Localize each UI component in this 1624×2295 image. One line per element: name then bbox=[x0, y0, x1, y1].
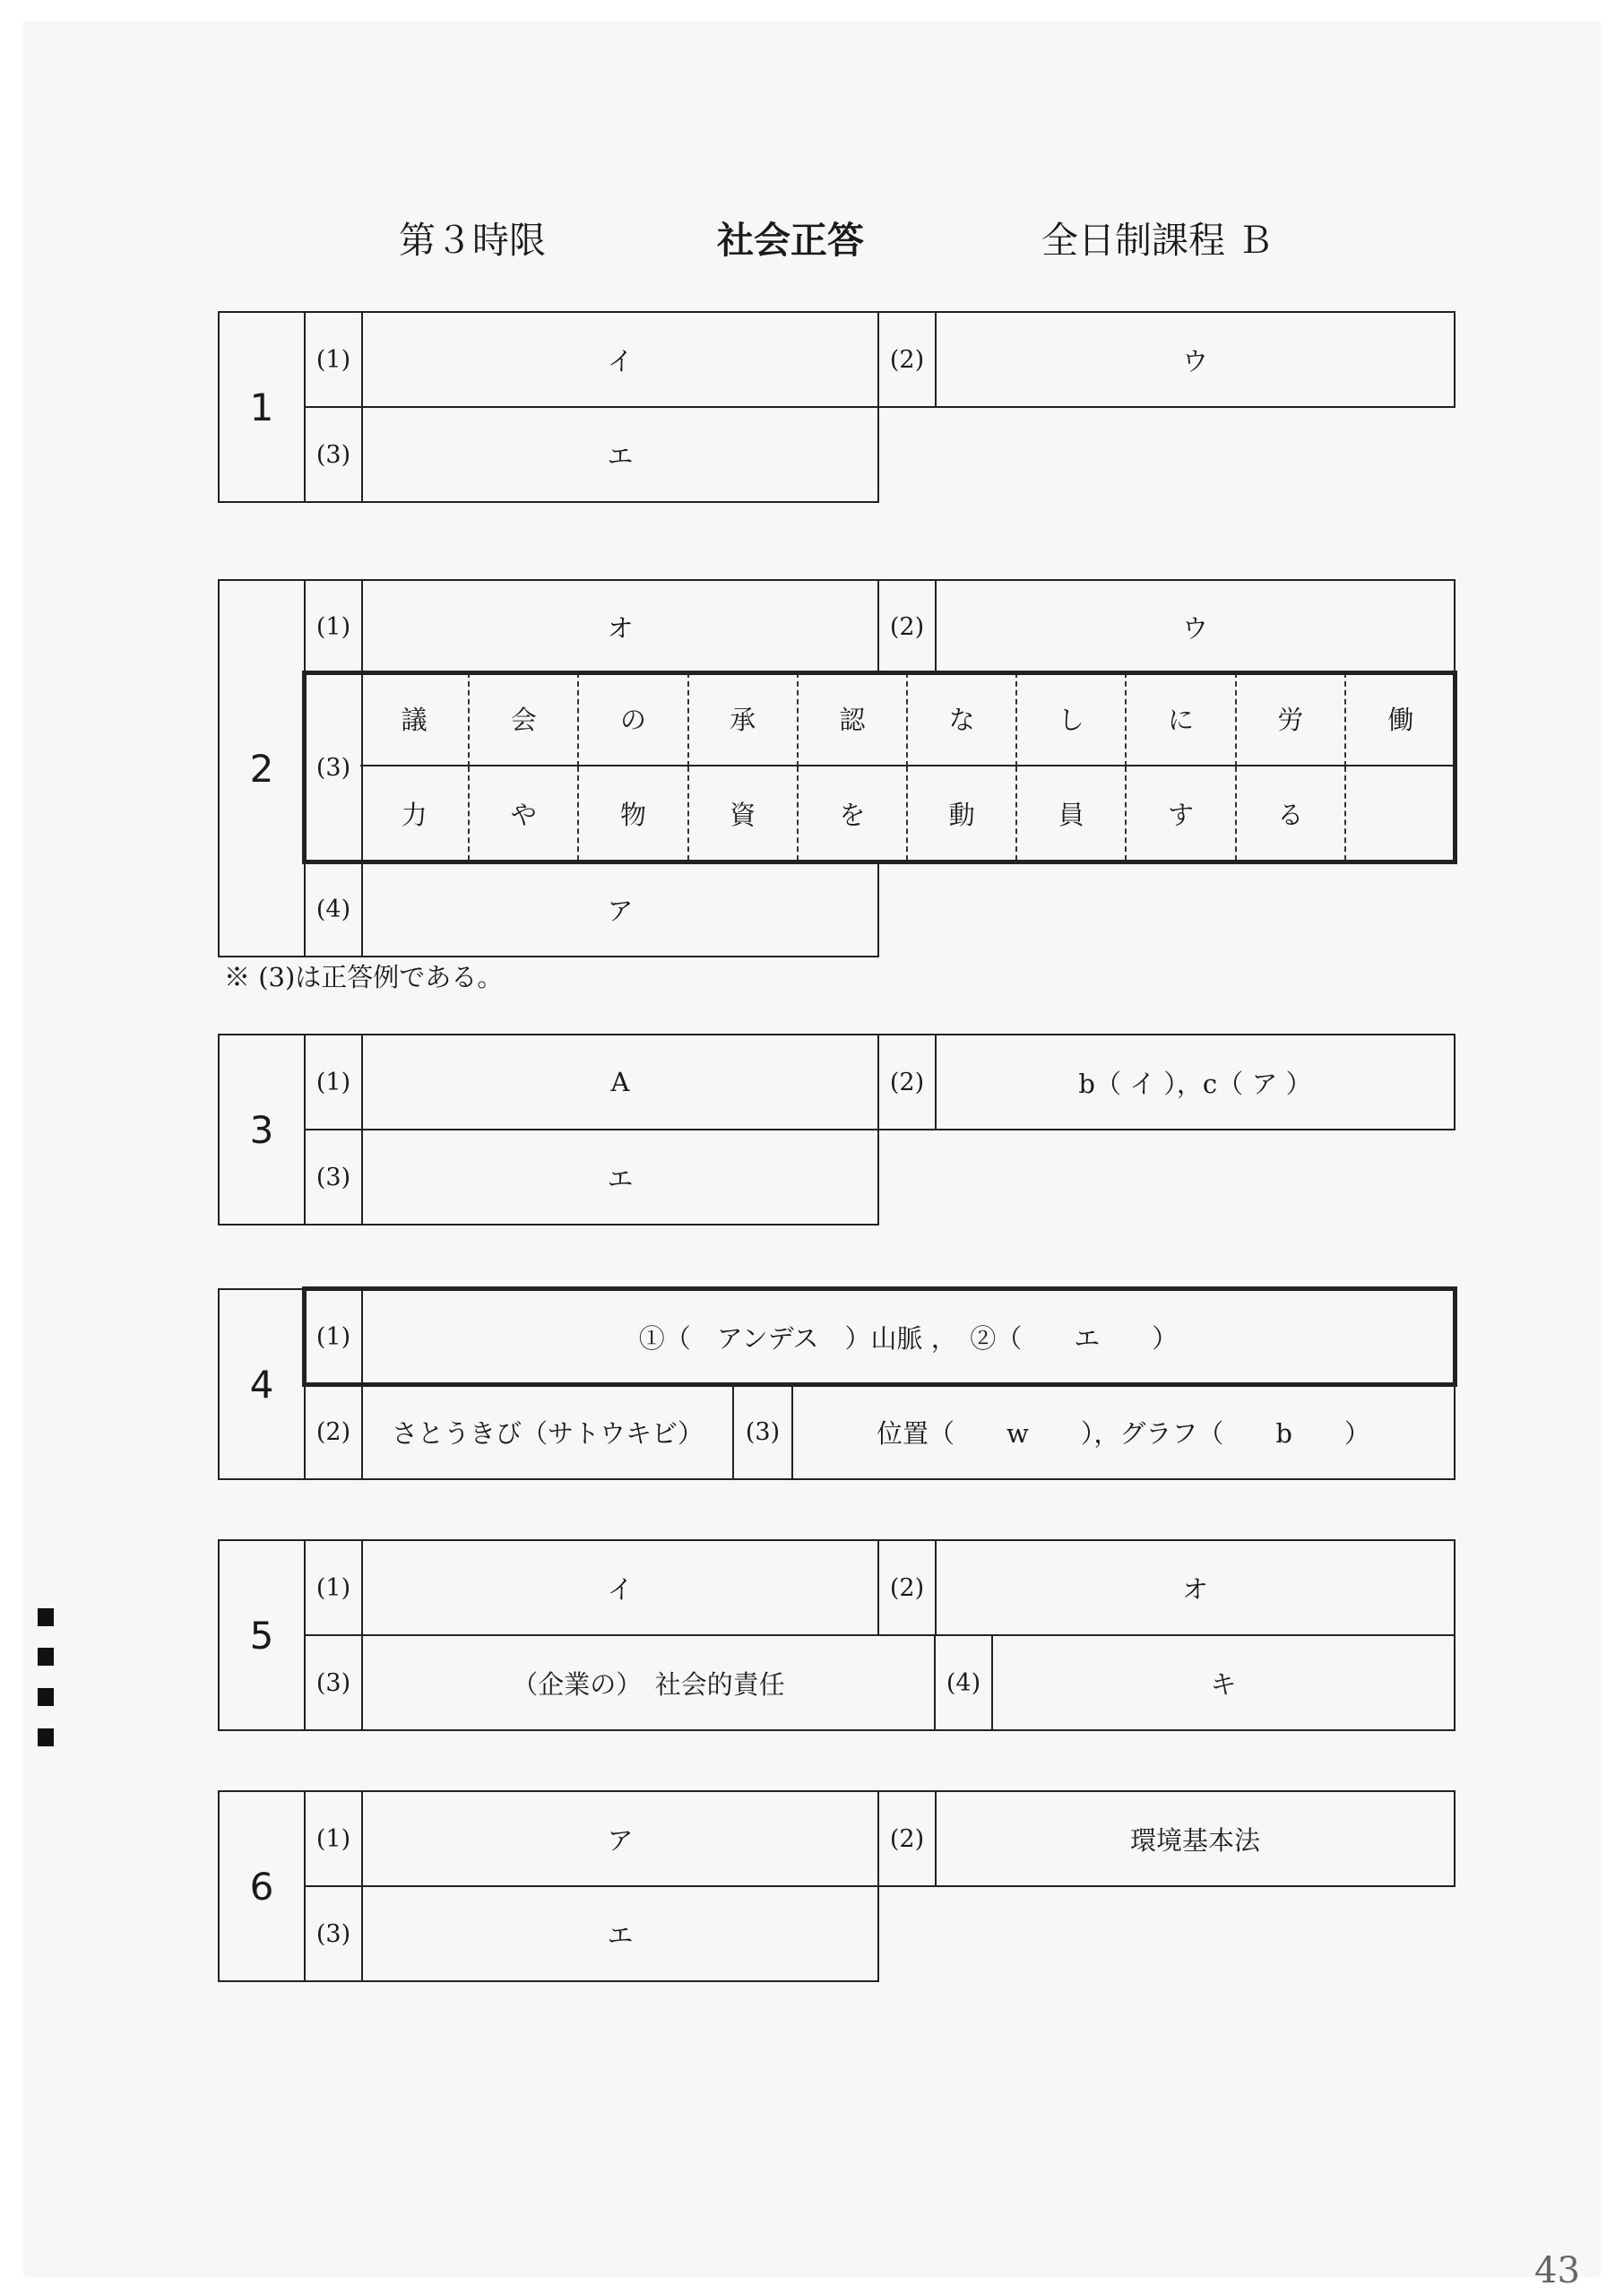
note-text: ※ (3)は正答例である。 bbox=[224, 962, 504, 992]
part-label: (1) bbox=[304, 579, 363, 674]
grid-cell: 働 bbox=[1346, 672, 1456, 766]
grid-cell: の bbox=[579, 672, 688, 766]
question-number: 3 bbox=[218, 1034, 306, 1225]
grid-cell: 会 bbox=[470, 672, 579, 766]
answer-grid bbox=[360, 672, 1456, 861]
grid-cell: 労 bbox=[1237, 672, 1346, 766]
answer-cell: 位置（ w ），グラフ（ b ） bbox=[791, 1383, 1456, 1480]
question-number: 2 bbox=[218, 579, 306, 957]
answer-cell: 環境基本法 bbox=[935, 1790, 1456, 1887]
answer-cell: さとうきび（サトウキビ） bbox=[361, 1383, 734, 1480]
part-label: (2) bbox=[877, 1034, 937, 1130]
grid-cell: 力 bbox=[360, 766, 470, 861]
answer-cell: ウ bbox=[935, 311, 1456, 408]
part-label: (2) bbox=[304, 1383, 363, 1480]
grid-cell: し bbox=[1017, 672, 1127, 766]
header-subject: 社会正答 bbox=[717, 219, 864, 262]
part-label: (4) bbox=[304, 861, 363, 957]
answer-cell: オ bbox=[935, 1539, 1456, 1636]
part-label: (3) bbox=[304, 672, 363, 862]
grid-cell: 資 bbox=[689, 766, 799, 861]
grid-cell: 動 bbox=[908, 766, 1017, 861]
answer-cell: A bbox=[361, 1034, 879, 1130]
grid-cell: 承 bbox=[689, 672, 799, 766]
part-label: (3) bbox=[304, 1885, 363, 1982]
part-label: (1) bbox=[304, 1034, 363, 1130]
part-label: (3) bbox=[304, 1634, 363, 1731]
answer-cell: オ bbox=[361, 579, 879, 674]
answer-cell: キ bbox=[991, 1634, 1456, 1731]
margin-mark bbox=[38, 1608, 54, 1626]
margin-mark bbox=[38, 1688, 54, 1706]
part-label: (3) bbox=[304, 406, 363, 503]
question-number: 1 bbox=[218, 311, 306, 503]
answer-cell: エ bbox=[361, 1129, 879, 1225]
answer-cell: ウ bbox=[935, 579, 1456, 674]
answer-cell: （企業の） 社会的責任 bbox=[361, 1634, 936, 1731]
part-label: (3) bbox=[304, 1129, 363, 1225]
answer-cell: ①（ アンデス ）山脈 ， ②（ エ ） bbox=[361, 1288, 1456, 1385]
part-label: (2) bbox=[877, 311, 937, 408]
answer-cell: イ bbox=[361, 1539, 879, 1636]
header-course: 全日制課程 Ｂ bbox=[1041, 219, 1274, 262]
part-label: (1) bbox=[304, 311, 363, 408]
question-number: 4 bbox=[218, 1288, 306, 1480]
answer-cell: エ bbox=[361, 406, 879, 503]
grid-cell: る bbox=[1237, 766, 1346, 861]
part-label: (2) bbox=[877, 1790, 937, 1887]
part-label: (2) bbox=[877, 1539, 937, 1636]
answer-cell: イ bbox=[361, 311, 879, 408]
grid-cell: や bbox=[470, 766, 579, 861]
grid-cell: を bbox=[799, 766, 908, 861]
answer-cell: ア bbox=[361, 1790, 879, 1887]
grid-cell: に bbox=[1127, 672, 1236, 766]
part-label: (4) bbox=[934, 1634, 993, 1731]
answer-cell: ア bbox=[361, 861, 879, 957]
part-label: (1) bbox=[304, 1288, 363, 1385]
question-number: 5 bbox=[218, 1539, 306, 1731]
part-label: (2) bbox=[877, 579, 937, 674]
grid-cell: 員 bbox=[1017, 766, 1127, 861]
grid-cell bbox=[1346, 766, 1456, 861]
page-number: 43 bbox=[1534, 2250, 1580, 2291]
margin-mark bbox=[38, 1648, 54, 1666]
part-label: (1) bbox=[304, 1539, 363, 1636]
part-label: (1) bbox=[304, 1790, 363, 1887]
part-label: (3) bbox=[732, 1383, 793, 1480]
grid-cell: 議 bbox=[360, 672, 470, 766]
grid-cell: 物 bbox=[579, 766, 688, 861]
header-period: 第３時限 bbox=[399, 219, 546, 262]
question-number: 6 bbox=[218, 1790, 306, 1982]
grid-cell: す bbox=[1127, 766, 1236, 861]
grid-cell: な bbox=[908, 672, 1017, 766]
grid-cell: 認 bbox=[799, 672, 908, 766]
margin-mark bbox=[38, 1728, 54, 1746]
answer-cell: b（ イ ），c（ ア ） bbox=[935, 1034, 1456, 1130]
answer-cell: エ bbox=[361, 1885, 879, 1982]
